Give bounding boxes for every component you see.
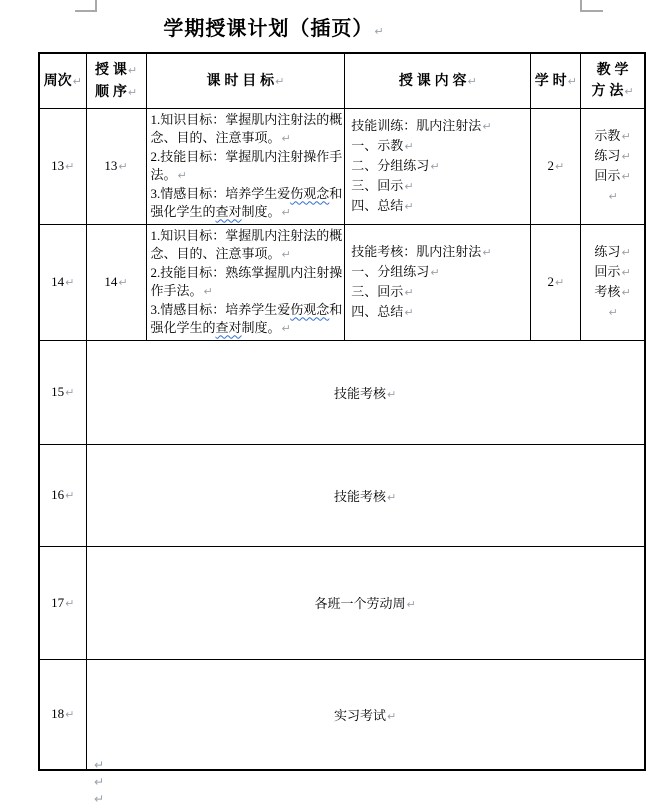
paragraph-mark: ↵ [281, 205, 291, 219]
paragraph-mark: ↵ [65, 386, 75, 399]
paragraph-mark: ↵ [177, 168, 187, 182]
paragraph-mark: ↵ [621, 246, 631, 259]
text-line [151, 264, 343, 282]
text-line [151, 282, 343, 301]
method-line: 回示↵ [594, 168, 631, 183]
header-line: 顺 序↵ [94, 82, 138, 99]
text-run: 强化学生的 [150, 319, 216, 335]
text-run: 念、目的、注意事项。 [150, 129, 281, 145]
hours-cell: 2↵ [531, 224, 581, 340]
text-run: 四、总结 [351, 198, 404, 213]
text-run: 强化学生的 [150, 203, 216, 219]
header-line: 周次↵ [43, 71, 82, 88]
paragraph-mark: ↵ [430, 160, 440, 173]
text-run: 技能训练：肌内注射法 [351, 118, 482, 133]
page-title [0, 12, 548, 41]
objectives-cell [146, 108, 345, 224]
text-line [151, 166, 343, 185]
text-run: 四、总结 [351, 304, 404, 319]
paragraph-mark: ↵ [608, 190, 618, 203]
text-line [351, 302, 528, 322]
header-cell-week [39, 53, 86, 108]
text-line [151, 111, 343, 129]
content-cell [345, 108, 531, 224]
paragraph-mark: ↵ [203, 284, 213, 298]
paragraph-mark: ↵ [94, 758, 105, 772]
paragraph-mark: ↵ [65, 489, 75, 502]
method-line: 示教↵ [594, 128, 631, 143]
objectives-cell [146, 224, 345, 340]
trailing-paragraph-marks [93, 757, 104, 808]
method-line: 练习↵ [594, 244, 631, 259]
paragraph-mark: ↵ [404, 200, 414, 213]
text-line [351, 262, 528, 282]
paragraph-mark: ↵ [404, 286, 414, 299]
text-line [151, 245, 343, 264]
text-line [351, 116, 528, 136]
paragraph-mark: ↵ [72, 74, 82, 88]
paragraph-mark: ↵ [281, 247, 291, 261]
text-run: 制度。 [241, 319, 281, 335]
paragraph-mark: ↵ [621, 150, 631, 163]
method-line [581, 302, 644, 322]
paragraph-mark: ↵ [65, 596, 75, 610]
merged-activity-cell: 技能考核↵ [86, 444, 645, 546]
paragraph-mark: ↵ [65, 276, 75, 289]
text-line [151, 203, 343, 222]
paragraph-mark: ↵ [430, 266, 440, 279]
paragraph-mark: ↵ [127, 63, 138, 77]
text-run: 制度。 [241, 203, 281, 219]
paragraph-mark: ↵ [118, 276, 128, 289]
method-line: 考核↵ [594, 284, 631, 299]
method-line [581, 186, 644, 206]
paragraph-mark: ↵ [404, 306, 414, 319]
text-run: 作手法。 [150, 282, 203, 298]
header-row [39, 53, 645, 108]
header-cell-hours [531, 53, 581, 108]
text-run: 三、回示 [351, 178, 404, 193]
header-line: 教 学 [596, 61, 629, 78]
text-line [151, 185, 343, 203]
paragraph-mark: ↵ [621, 170, 631, 183]
methods-cell [581, 224, 645, 340]
spellcheck-underlined-text: 伤观念 [290, 185, 330, 201]
text-line [351, 156, 528, 176]
merged-activity-cell: 各班一个劳动周↵ [86, 546, 645, 659]
text-run: 1.知识目标：掌握肌内注射法的概 [150, 111, 343, 127]
header-line: 学 时↵ [534, 71, 577, 88]
spellcheck-underlined-text: 伤观念 [290, 301, 330, 317]
paragraph-mark: ↵ [567, 74, 577, 88]
text-run: 一、分组练习 [351, 264, 430, 279]
table-row [39, 659, 645, 770]
paragraph-mark: ↵ [554, 276, 565, 289]
header-cell-content [345, 53, 531, 108]
table-row [39, 444, 645, 546]
merged-activity-cell: 实习考试↵ [86, 659, 645, 770]
paragraph-mark: ↵ [608, 306, 618, 319]
paragraph-mark: ↵ [387, 709, 397, 723]
paragraph-mark: ↵ [281, 131, 291, 145]
lesson-plan-table [38, 52, 646, 771]
text-run: 念、目的、注意事项。 [150, 245, 281, 261]
paragraph-mark: ↵ [127, 85, 138, 99]
paragraph-mark: ↵ [275, 74, 285, 88]
text-run: 3.情感目标：培养学生爱 [150, 185, 291, 201]
header-cell-order [86, 53, 146, 108]
paragraph-mark: ↵ [65, 160, 75, 173]
text-run: 一、示教 [351, 138, 404, 153]
text-line [151, 319, 343, 338]
header-cell-methods [581, 53, 645, 108]
text-run: 和 [329, 301, 343, 317]
paragraph-mark: ↵ [467, 74, 477, 88]
paragraph-mark: ↵ [621, 266, 631, 279]
paragraph-mark: ↵ [482, 246, 492, 259]
paragraph-mark: ↵ [94, 775, 105, 789]
paragraph-mark: ↵ [387, 387, 397, 401]
text-line [351, 282, 528, 302]
text-line [351, 196, 528, 216]
text-line [151, 301, 343, 319]
margin-corner-mark-left [75, 0, 97, 12]
method-line: 回示↵ [594, 264, 631, 279]
text-run: 法。 [150, 166, 177, 182]
text-line [151, 129, 343, 148]
week-cell: 13↵ [39, 108, 86, 224]
text-line [351, 136, 528, 156]
paragraph-mark: ↵ [406, 598, 416, 611]
order-cell: 13↵ [86, 108, 146, 224]
spellcheck-underlined-text: 查对 [215, 203, 242, 219]
text-run: 3.情感目标：培养学生爱 [150, 301, 291, 317]
table-row [39, 224, 645, 340]
method-line: 练习↵ [594, 148, 631, 163]
text-run: 和 [329, 185, 343, 201]
text-run: 2.技能目标：掌握肌内注射操作手 [150, 148, 343, 164]
spellcheck-underlined-text: 查对 [215, 319, 242, 335]
order-cell: 14↵ [86, 224, 146, 340]
table-row [39, 546, 645, 659]
paragraph-mark: ↵ [387, 490, 397, 504]
paragraph-mark: ↵ [621, 130, 631, 143]
header-line: 方 法↵ [591, 82, 634, 99]
paragraph-mark: ↵ [374, 25, 385, 38]
paragraph-mark: ↵ [118, 160, 128, 173]
merged-activity-cell: 技能考核↵ [86, 340, 645, 444]
paragraph-mark: ↵ [621, 286, 631, 299]
page-title-text: 学期授课计划（插页） [163, 18, 374, 40]
week-cell: 16↵ [39, 444, 86, 546]
header-line: 课 时 目 标↵ [206, 71, 285, 88]
header-line: 授 课↵ [94, 60, 138, 77]
week-cell: 18↵ [39, 659, 86, 770]
paragraph-mark: ↵ [404, 140, 414, 153]
hours-cell: 2↵ [531, 108, 581, 224]
paragraph-mark: ↵ [404, 180, 414, 193]
text-run: 1.知识目标：掌握肌内注射法的概 [150, 227, 343, 243]
paragraph-mark: ↵ [65, 708, 75, 722]
text-run: 三、回示 [351, 284, 404, 299]
paragraph-mark: ↵ [482, 120, 492, 133]
margin-corner-mark-right [580, 0, 603, 12]
header-cell-objectives [146, 53, 345, 108]
text-run: 二、分组练习 [351, 158, 430, 173]
content-cell [345, 224, 531, 340]
text-line [151, 148, 343, 166]
text-run: 技能考核：肌内注射法 [351, 244, 482, 259]
table-row [39, 108, 645, 224]
paragraph-mark: ↵ [94, 792, 105, 806]
text-line [351, 176, 528, 196]
paragraph-mark: ↵ [281, 321, 291, 335]
paragraph-mark: ↵ [554, 160, 565, 173]
table-row [39, 340, 645, 444]
week-cell: 15↵ [39, 340, 86, 444]
paragraph-mark: ↵ [624, 85, 634, 99]
text-run: 2.技能目标：熟练掌握肌内注射操 [150, 264, 343, 280]
text-line [151, 227, 343, 245]
text-line [351, 242, 528, 262]
week-cell: 14↵ [39, 224, 86, 340]
week-cell: 17↵ [39, 546, 86, 659]
header-line: 授 课 内 容↵ [398, 71, 477, 88]
methods-cell [581, 108, 645, 224]
